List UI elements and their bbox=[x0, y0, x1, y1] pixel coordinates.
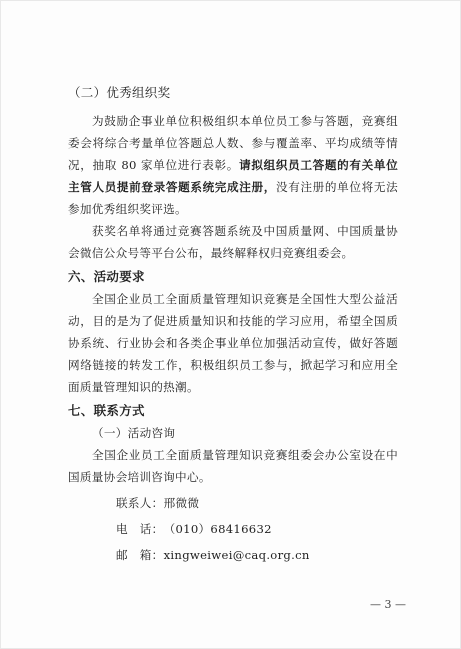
contact-person-line bbox=[68, 492, 398, 514]
paragraph-text-end: 没有注册的单位将无法参加优秀组织奖评选。 bbox=[68, 180, 398, 216]
paragraph-activity-requirements: 全国企业员工全面质量管理知识竞赛是全国性大型公益活动，目的是为了促进质量知识和技能的学习应用，希望全国质协系统、行业协会和各类企事业单位加强活动宣传，做好答题网络链接的转发工作，积极组织员工参与，掀起学习和应用全面质量管理知识的热潮。 bbox=[68, 292, 398, 394]
sub-heading-consultation: （一）活动咨询 bbox=[92, 426, 176, 440]
email-label: 邮 箱： bbox=[116, 548, 164, 562]
contact-person-label: 联系人： bbox=[116, 496, 164, 510]
paragraph-office-location: 全国企业员工全面质量管理知识竞赛组委会办公室设在中国质量协会培训咨询中心。 bbox=[68, 448, 398, 484]
phone-line bbox=[68, 518, 398, 540]
document-body bbox=[68, 82, 398, 566]
page-number: — 3 — bbox=[370, 598, 406, 611]
paragraph-winners-announcement: 获奖名单将通过竞赛答题系统及中国质量网、中国质量协会微信公众号等平台公布，最终解释权归竞赛组委会。 bbox=[68, 224, 398, 260]
paragraph-bold-text: 请拟组织员工答题的有关单位主管人员提前登录答题系统完成注册， bbox=[68, 158, 398, 194]
phone-number: （010）68416632 bbox=[163, 522, 272, 536]
phone-label: 电 话： bbox=[116, 522, 164, 536]
email-line bbox=[68, 544, 398, 566]
paragraph-text: 为鼓励企事业单位积极组织本单位员工参与答题，竞赛组委会将综合考量单位答题总人数、参与覆盖率、平均成绩等情况，抽取 80 家单位进行表彰。 bbox=[68, 114, 398, 172]
paragraph-organization-award bbox=[68, 110, 398, 220]
contact-person-name: 邢微微 bbox=[163, 496, 200, 510]
section-6-heading: 六、活动要求 bbox=[68, 269, 145, 284]
section-2-heading: （二）优秀组织奖 bbox=[68, 85, 171, 100]
email-address: xingweiwei@caq.org.cn bbox=[163, 548, 310, 562]
section-7-heading: 七、联系方式 bbox=[68, 403, 145, 418]
